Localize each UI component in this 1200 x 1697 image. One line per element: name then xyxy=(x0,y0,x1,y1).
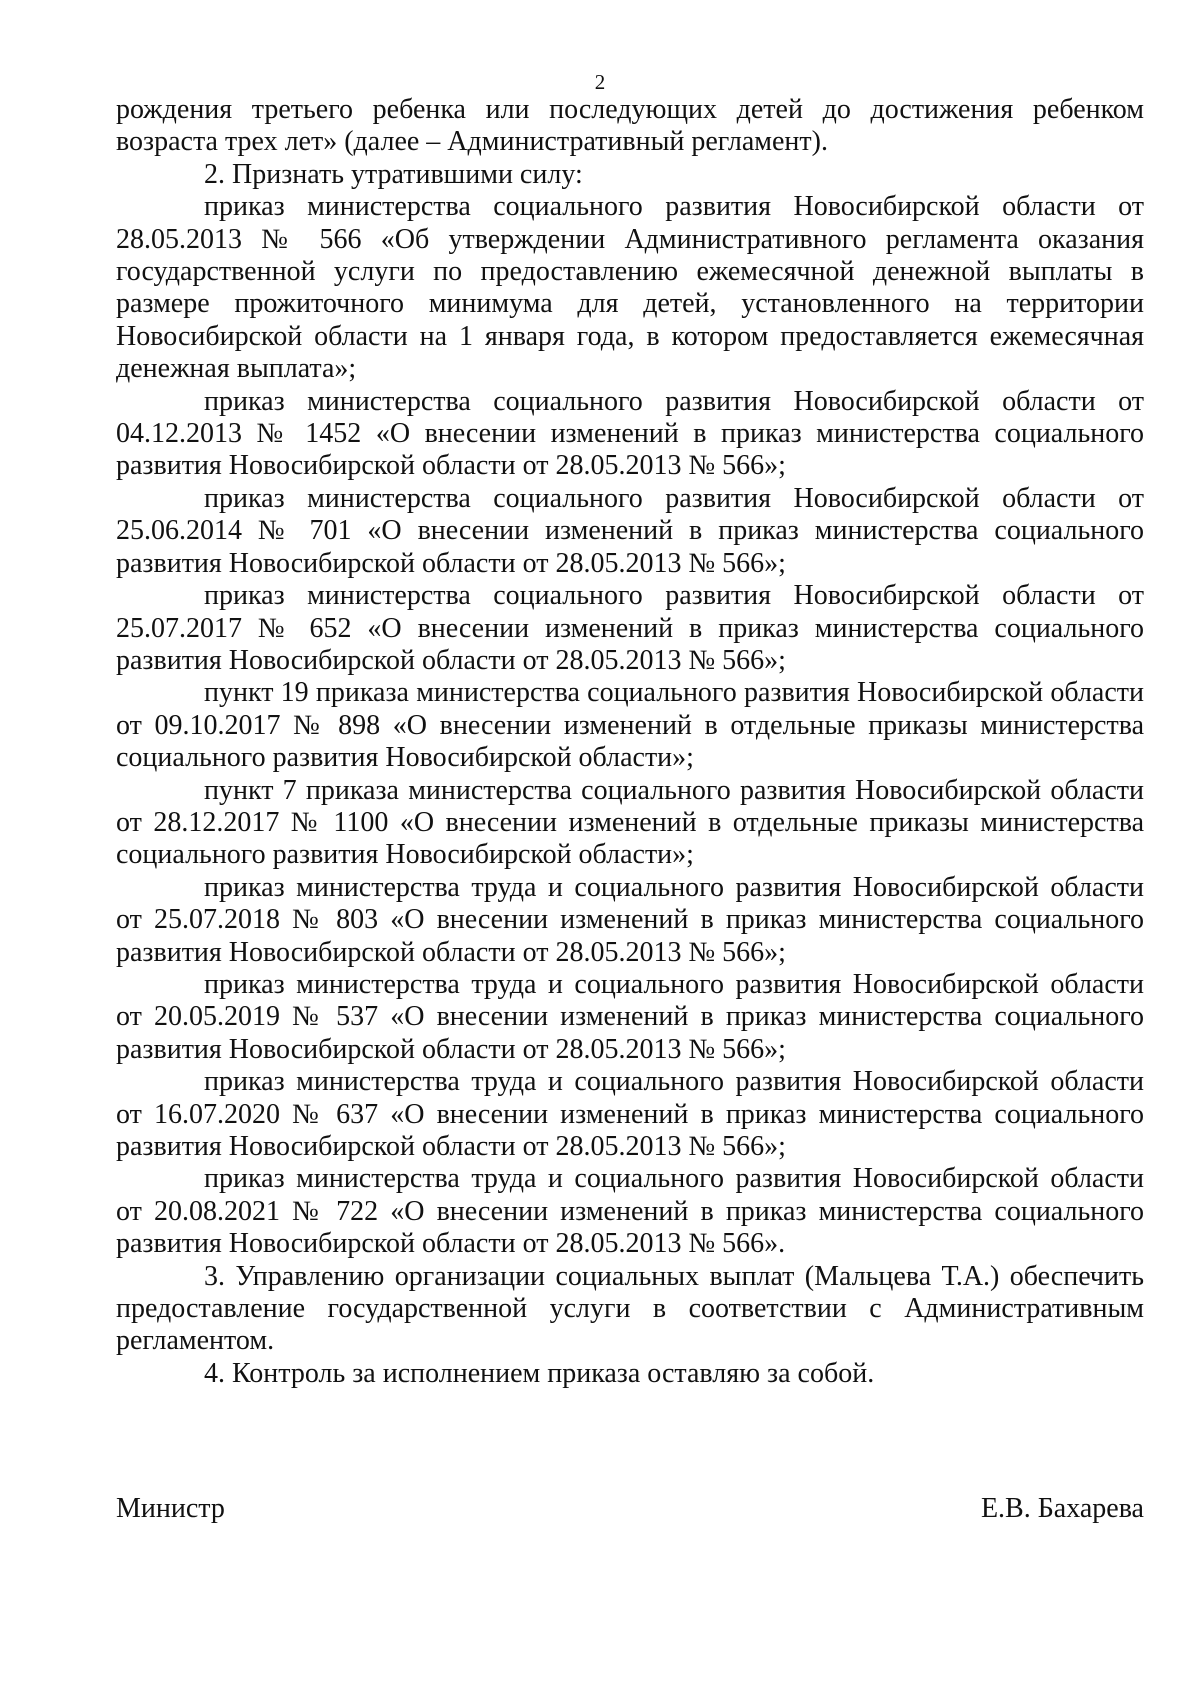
page-number: 2 xyxy=(594,70,606,94)
signature-block xyxy=(116,1493,1144,1525)
paragraph-order-1452: приказ министерства социального развития Новосибирской области от 04.12.2013 № 1452 «О внесении изменений в приказ министерства социального развития Новосибирской области от 28.05.2013 № 566»; xyxy=(116,385,1144,482)
paragraph-item-3: 3. Управлению организации социальных выплат (Мальцева Т.А.) обеспечить предоставление государственной услуги в соответствии с Административным регламентом. xyxy=(116,1260,1144,1357)
paragraph-order-637: приказ министерства труда и социального развития Новосибирской области от 16.07.2020 № 637 «О внесении изменений в приказ министерства социального развития Новосибирской области от 28.05.2013 № 566»; xyxy=(116,1066,1144,1162)
paragraph-order-537: приказ министерства труда и социального развития Новосибирской области от 20.05.2019 № 537 «О внесении изменений в приказ министерства социального развития Новосибирской области от 28.05.2013 № 566»; xyxy=(116,968,1144,1065)
signature-position: Министр xyxy=(116,1493,225,1524)
paragraph-continuation: рождения третьего ребенка или последующих детей до достижения ребенком возраста трех лет» (далее – Административный регламент). xyxy=(116,94,1144,158)
paragraph-order-652: приказ министерства социального развития Новосибирской области от 25.07.2017 № 652 «О внесении изменений в приказ министерства социального развития Новосибирской области от 28.05.2013 № 566»; xyxy=(116,580,1144,676)
document-body xyxy=(116,94,1144,1390)
paragraph-order-566: приказ министерства социального развития Новосибирской области от 28.05.2013 № 566 «Об утверждении Административного регламента оказания государственной услуги по предоставлению ежемесячной денежной выплаты в размере прожиточного минимума для детей, установленного на территории Новосибирской области на 1 января года, в котором предоставляется ежемесячная денежная выплата»; xyxy=(116,191,1144,385)
paragraph-order-722: приказ министерства труда и социального развития Новосибирской области от 20.08.2021 № 722 «О внесении изменений в приказ министерства социального развития Новосибирской области от 28.05.2013 № 566». xyxy=(116,1163,1144,1260)
paragraph-item-4: 4. Контроль за исполнением приказа оставляю за собой. xyxy=(204,1357,875,1389)
paragraph-order-803: приказ министерства труда и социального развития Новосибирской области от 25.07.2018 № 803 «О внесении изменений в приказ министерства социального развития Новосибирской области от 28.05.2013 № 566»; xyxy=(116,871,1144,968)
paragraph-item-2: 2. Признать утратившими силу: xyxy=(204,158,583,190)
signature-name: Е.В. Бахарева xyxy=(980,1493,1144,1524)
paragraph-order-1100: пункт 7 приказа министерства социального развития Новосибирской области от 28.12.2017 № 1100 «О внесении изменений в отдельные приказы министерства социального развития Новосибирской области»; xyxy=(116,774,1144,871)
paragraph-order-898: пункт 19 приказа министерства социального развития Новосибирской области от 09.10.2017 № 898 «О внесении изменений в отдельные приказы министерства социального развития Новосибирской области»; xyxy=(116,677,1144,774)
paragraph-order-701: приказ министерства социального развития Новосибирской области от 25.06.2014 № 701 «О внесении изменений в приказ министерства социального развития Новосибирской области от 28.05.2013 № 566»; xyxy=(116,482,1144,579)
